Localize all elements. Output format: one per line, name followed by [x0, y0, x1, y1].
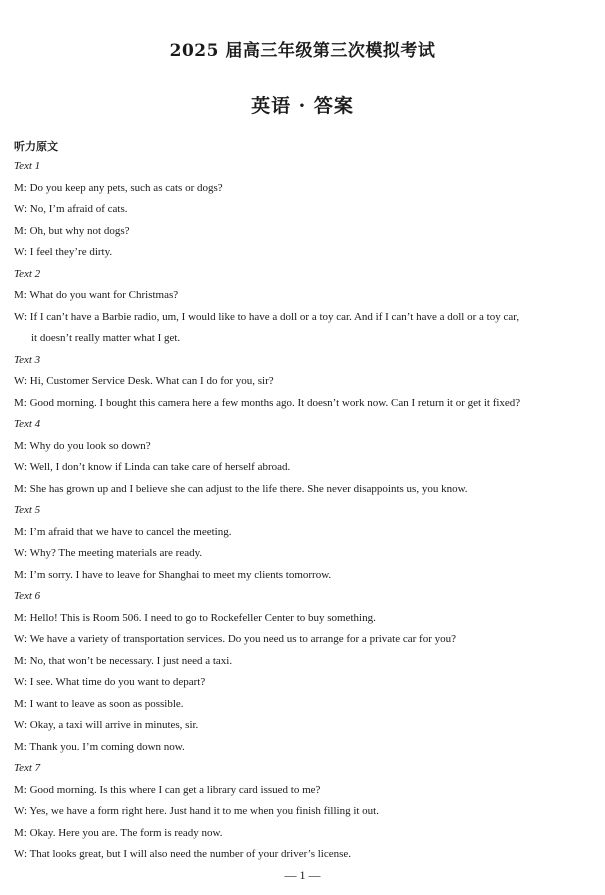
dialog-line: M: She has grown up and I believe she can adjust to the life there. She never disappoints us, you know. [14, 482, 468, 495]
dialog-line: W: No, I’m afraid of cats. [14, 203, 128, 215]
dialog-line: it doesn’t really matter what I get. [31, 332, 181, 344]
dialog-line: W: I feel they’re dirty. [14, 246, 113, 258]
dialog-line: W: Why? The meeting materials are ready. [14, 547, 203, 559]
dialog-line: M: I want to leave as soon as possible. [14, 697, 184, 710]
dialog-line: W: We have a variety of transportation services. Do you need us to arrange for a private car for you? [14, 633, 456, 645]
dialog-line: M: Thank you. I’m coming down now. [14, 740, 185, 753]
dialog-line: W: Okay, a taxi will arrive in minutes, sir. [14, 719, 199, 731]
dialog-line: M: No, that won’t be necessary. I just need a taxi. [14, 654, 233, 667]
dialog-line: M: Good morning. I bought this camera here a few months ago. It doesn’t work now. Can I return it or get it fixed? [14, 396, 521, 409]
page-number: — 1 — [284, 868, 321, 882]
text-heading: Text 7 [14, 762, 41, 774]
text-heading: Text 5 [14, 504, 41, 516]
text-heading: Text 4 [14, 418, 41, 430]
dialog-line: W: That looks great, but I will also need the number of your driver’s license. [14, 848, 352, 860]
dialog-line: W: Yes, we have a form right here. Just hand it to me when you finish filling it out. [14, 805, 379, 817]
document-subtitle: 英语 · 答案 [251, 95, 354, 117]
dialog-line: W: If I can’t have a Barbie radio, um, I would like to have a doll or a toy car. And if I can’t have a doll or a toy car, [14, 310, 520, 323]
text-heading: Text 6 [14, 590, 41, 602]
dialog-line: M: Good morning. Is this where I can get a library card issued to me? [14, 783, 321, 796]
dialog-line: W: Hi, Customer Service Desk. What can I do for you, sir? [14, 375, 274, 387]
dialog-line: M: Okay. Here you are. The form is ready now. [14, 826, 223, 839]
dialog-line: M: Why do you look so down? [14, 439, 151, 452]
dialog-line: M: What do you want for Christmas? [14, 289, 179, 301]
dialog-line: M: Hello! This is Room 506. I need to go to Rockefeller Center to buy something. [14, 611, 376, 624]
document-title: 2025 届高三年级第三次模拟考试 [169, 41, 436, 61]
text-heading: Text 1 [14, 160, 41, 172]
dialog-line: M: I’m afraid that we have to cancel the meeting. [14, 525, 232, 538]
dialog-line: W: Well, I don’t know if Linda can take care of herself abroad. [14, 461, 291, 473]
dialog-line: W: I see. What time do you want to depart? [14, 676, 206, 688]
section-title: 听力原文 [14, 140, 58, 153]
text-heading: Text 3 [14, 353, 41, 366]
transcript-body [14, 156, 596, 866]
dialog-line: M: Oh, but why not dogs? [14, 224, 130, 237]
text-heading: Text 2 [14, 267, 41, 280]
dialog-line: M: I’m sorry. I have to leave for Shanghai to meet my clients tomorrow. [14, 568, 332, 581]
dialog-line: M: Do you keep any pets, such as cats or dogs? [14, 181, 223, 194]
